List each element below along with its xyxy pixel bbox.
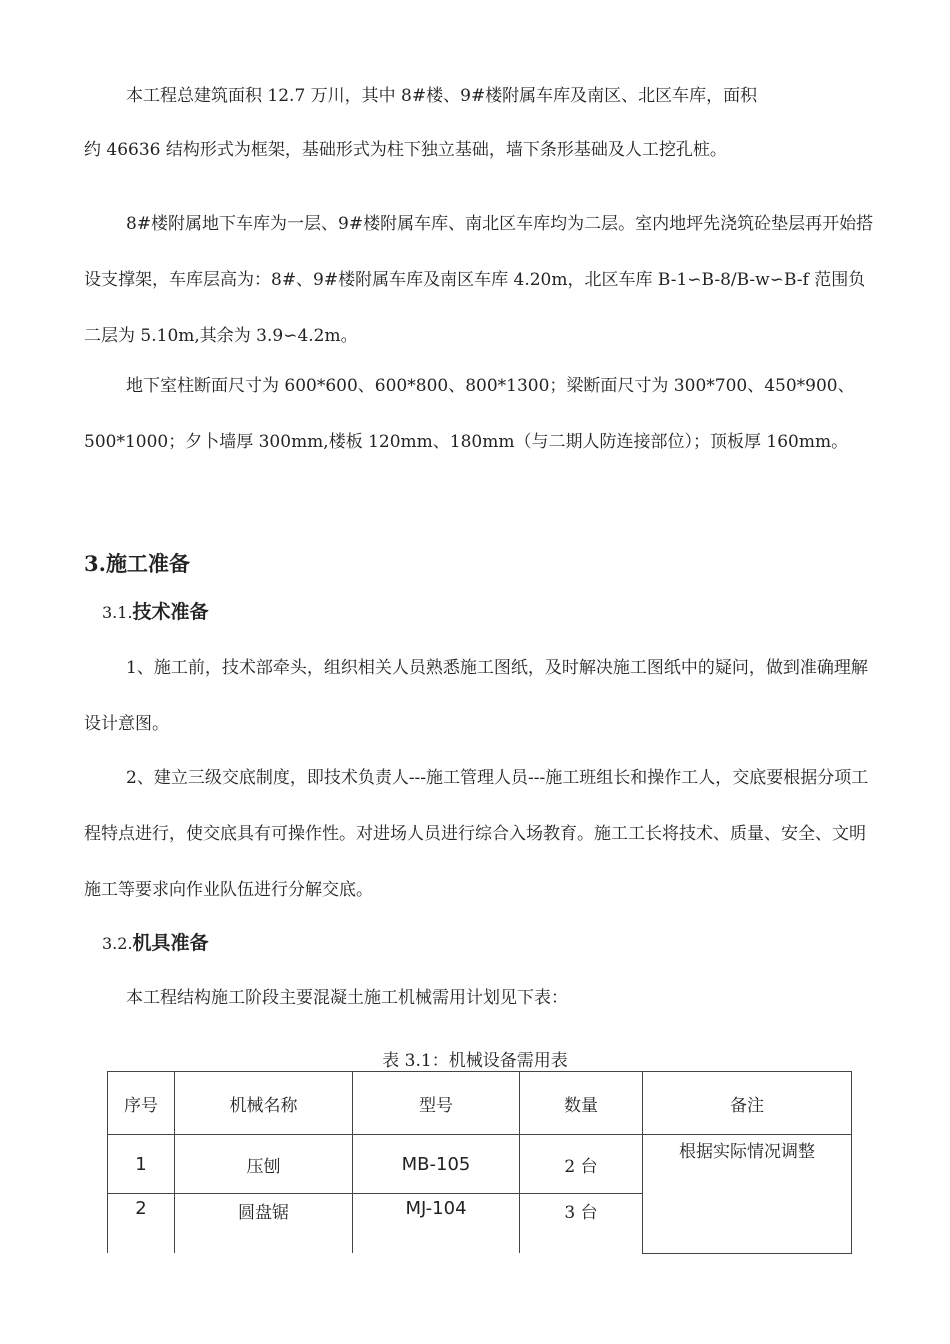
section-3-heading [84,548,190,578]
section-3-title: 施工准备 [105,551,190,576]
tech-item-2: 2、建立三级交底制度，即技术负责人---施工管理人员---施工班组长和操作工人，交底要根据分项工程特点进行，使交底具有可操作性。对进场人员进行综合入场教育。施工工长将技术、质量、安全、文明施工等要求向作业队伍进行分解交底。 [84,768,869,900]
machinery-table [107,1071,852,1254]
header-no: 序号 [108,1072,175,1135]
paragraph-3: 地下室柱断面尺寸为 600*600、600*800、800*1300；梁断面尺寸为 300*700、450*900、500*1000；夕卜墙厚 300mm,楼板 120mm、180mm（与二期人防连接部位）；顶板厚 160mm。 [84,376,855,452]
section-3-number: 3. [84,551,106,576]
header-qty: 数量 [520,1072,643,1135]
header-name: 机械名称 [175,1072,353,1135]
row-2-model: MJ-104 [353,1194,520,1254]
header-note: 备注 [643,1072,852,1135]
section-3-1-title: 技术准备 [132,601,209,623]
table-header-row [108,1072,852,1135]
table-caption: 表 3.1：机械设备需用表 [382,1051,568,1071]
row-2-no: 2 [108,1194,175,1254]
paragraph-2: 8#楼附属地下车库为一层、9#楼附属车库、南北区车库均为二层。室内地坪先浇筑砼垫层再开始搭设支撑架，车库层高为：8#、9#楼附属车库及南区车库 4.20m，北区车库 B-1∽B-8/B-w∽B-f 范围负二层为 5.10m,其余为 3.9∽4.2m。 [84,214,874,346]
table-row [108,1135,852,1194]
row-1-model: MB-105 [353,1135,520,1194]
row-1-name: 压刨 [175,1135,353,1194]
section-3-2-number: 3.2. [102,934,133,953]
row-2-qty: 3 台 [520,1194,643,1254]
section-3-2-title: 机具准备 [132,932,209,954]
section-3-2-heading [102,928,209,955]
row-1-no: 1 [108,1135,175,1194]
section-3-1-heading [102,597,209,624]
paragraph-1-line-2: 约 46636 结构形式为框架，基础形式为柱下独立基础，墙下条形基础及人工挖孔桩。 [84,140,727,160]
section-3-1-number: 3.1. [102,603,133,622]
tech-item-1: 1、施工前，技术部牵头，组织相关人员熟悉施工图纸，及时解决施工图纸中的疑问，做到准确理解设计意图。 [84,658,868,734]
row-1-qty: 2 台 [520,1135,643,1194]
header-model: 型号 [353,1072,520,1135]
table-note: 根据实际情况调整 [643,1135,852,1254]
machinery-intro: 本工程结构施工阶段主要混凝土施工机械需用计划见下表： [126,988,568,1008]
paragraph-1-line-1: 本工程总建筑面积 12.7 万川，其中 8#楼、9#楼附属车库及南区、北区车库，面积 [126,86,758,106]
row-2-name: 圆盘锯 [175,1194,353,1254]
